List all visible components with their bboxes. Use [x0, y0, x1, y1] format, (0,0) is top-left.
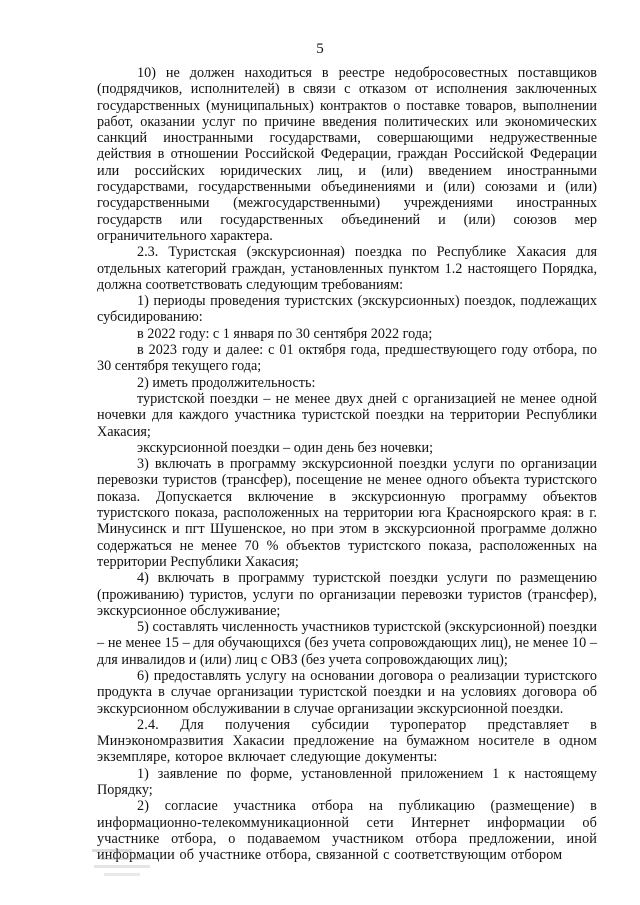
paragraph-publication-consent: 2) согласие участника отбора на публикацию (размещение) в информационно-телекоммуникационной сети Интернет информации об участнике отбора, о подаваемом участником отбора предложении, иной информации об участнике отбора, связанной с соответствующим отбором — [97, 798, 597, 864]
paragraph-excursion-program: 3) включать в программу экскурсионной поездки услуги по организации перевозки туристов (трансфер), посещение не менее одного объекта туристского показа. Допускается включение в экскурсионную программу объектов туристского показа, расположенных на территории юга Красноярского края: в г. Минусинск и пгт Шушенское, но при этом в экскурсионной программе должно содержаться не менее 70 % объектов туристского показа, расположенных на территории Республики Хакасия; — [97, 456, 597, 570]
paragraph-excursion-duration: экскурсионной поездки – один день без ночевки; — [137, 439, 434, 456]
paragraph-2023: в 2023 году и далее: с 01 октября года, предшествующего году отбора, по 30 сентября текущего года; — [97, 342, 597, 375]
paragraph-participant-count: 5) составлять численность участников туристской (экскурсионной) поездки – не менее 15 – для обучающихся (без учета сопровождающих лиц), не менее 10 – для инвалидов и (или) лиц с ОВЗ (без учета сопровождающих лиц); — [97, 619, 597, 668]
paragraph-item-10-sanctions-registry: 10) не должен находиться в реестре недобросовестных поставщиков (подрядчиков, исполнителей) в связи с отказом от исполнения заключенных государственных (муниципальных) контрактов о поставке товаров, выполнении работ, оказании услуг по причине введения политических или экономических санкций иностранными государствами, совершающими недружественные действия в отношении Российской Федерации, граждан Российской Федерации или российских юридических лиц, и (или) введением иностранными государствами, государственными объединениями и (или) союзами и (или) государственными (межгосударственными) учреждениями иностранных государств или государственных объединений и (или) союзов мер ограничительного характера. — [97, 65, 597, 244]
paragraph-duration: 2) иметь продолжительность: — [137, 374, 316, 391]
paragraph-tourist-program: 4) включать в программу туристской поездки услуги по размещению (проживанию) туристов, услуги по организации перевозки туристов (трансфер), экскурсионное обслуживание; — [97, 570, 597, 619]
paragraph-periods: 1) периоды проведения туристских (экскурсионных) поездок, подлежащих субсидированию: — [97, 293, 597, 326]
paragraph-2-3-trip-requirements: 2.3. Туристская (экскурсионная) поездка по Республике Хакасия для отдельных категорий граждан, установленных пунктом 1.2 настоящего Порядка, должна соответствовать следующим требованиям: — [97, 244, 597, 293]
paragraph-application-form: 1) заявление по форме, установленной приложением 1 к настоящему Порядку; — [97, 765, 597, 799]
faint-stamp-mark — [90, 845, 160, 885]
page-number: 5 — [316, 41, 324, 57]
paragraph-2022: в 2022 году: с 1 января по 30 сентября 2022 года; — [137, 325, 433, 342]
paragraph-2-4-submission: 2.4. Для получения субсидии туроператор представляет в Минэкономразвития Хакасии предложение на бумажном носителе в одном экземпляре, которое включает следующие документы: — [97, 716, 597, 766]
paragraph-tourist-trip-duration: туристской поездки – не менее двух дней с организацией не менее одной ночевки для каждого участника туристской поездки на территории Республики Хакасия; — [97, 390, 597, 440]
document-body — [97, 65, 597, 864]
paragraph-contract-basis: 6) предоставлять услугу на основании договора о реализации туристского продукта в случае организации туристской поездки и на условиях договора об экскурсионном обслуживании в случае организации экскурсионной поездки. — [97, 667, 597, 717]
